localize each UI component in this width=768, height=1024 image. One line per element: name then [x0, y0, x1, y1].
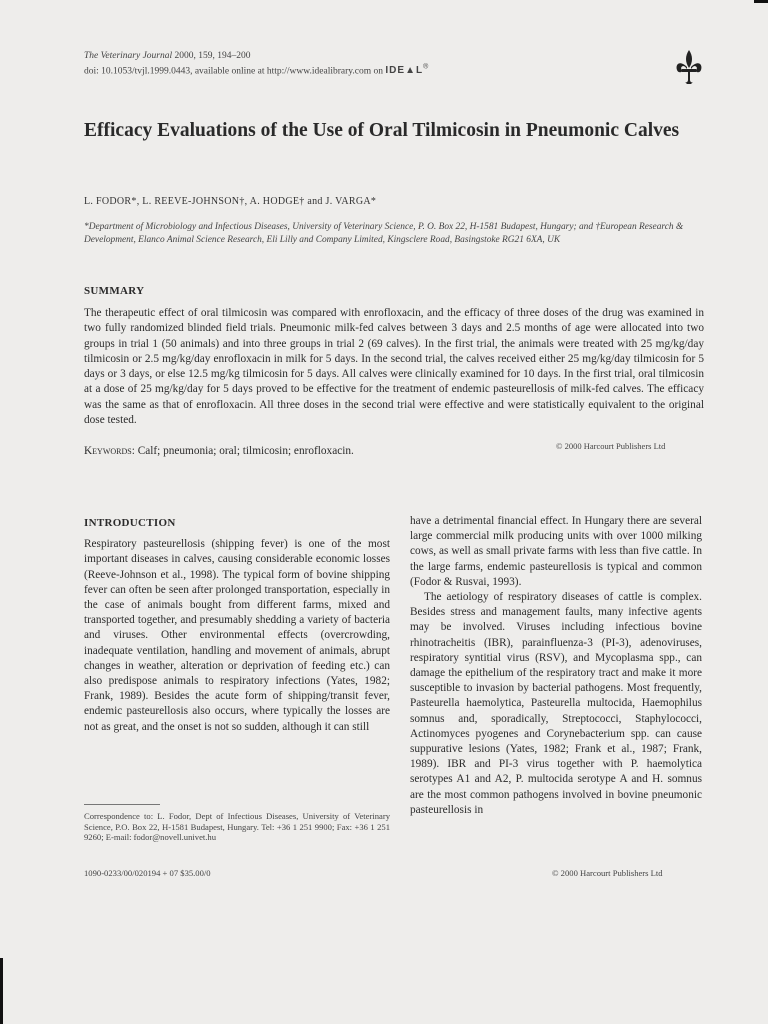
footer-copyright: © 2000 Harcourt Publishers Ltd	[552, 868, 663, 878]
keywords-label: Keywords:	[84, 445, 135, 457]
journal-reference	[84, 50, 429, 77]
summary-heading: SUMMARY	[84, 285, 145, 297]
doi-line: doi: 10.1053/tvjl.1999.0443, available online at http://www.idealibrary.com on	[84, 66, 384, 77]
ideal-logo: IDE▲L®	[385, 64, 430, 77]
keywords-list: Calf; pneumonia; oral; tilmicosin; enrofloxacin.	[137, 445, 354, 457]
footnote-divider	[84, 804, 160, 805]
right-column	[410, 514, 702, 818]
summary-copyright: © 2000 Harcourt Publishers Ltd	[556, 441, 666, 451]
correspondence-footnote: Correspondence to: L. Fodor, Dept of Infectious Diseases, University of Veterinary Science, P.O. Box 22, H-1581 Budapest, Hungary. Tel: +36 1 251 9900; Fax: +36 1 251 9260; E-mail: fodor@novell.univet.hu	[84, 811, 390, 843]
article-title: Efficacy Evaluations of the Use of Oral Tilmicosin in Pneumonic Calves	[84, 120, 680, 141]
summary-text: The therapeutic effect of oral tilmicosin was compared with enrofloxacin, and the efficacy of three doses of the drug was examined in two fully randomized blinded field trials. Pneumonic milk-fed calves between 3 days and 2.5 months of age were allocated into two groups in trial 1 (50 animals) and into three groups in trial 2 (69 calves). In the first trial, the animals were treated with 25 mg/kg/day tilmicosin or 2.5 mg/kg/day enrofloxacin in milk for 5 days. In the second trial, the calves received either 25 mg/kg/day tilmicosin for 5 days or 3 days, or else 12.5 mg/kg tilmicosin for 5 days. All calves were clinically examined for 10 days. In the first trial, oral tilmicosin at a dose of 25 mg/kg/day for 5 days proved to be effective for the treatment of endemic pasteurellosis of milk-fed calves. The efficacy was the same as that of enrofloxacin. All three doses in the second trial were effective and were statistically equivalent to the original dose tested.	[84, 307, 704, 427]
introduction-paragraph-1: Respiratory pasteurellosis (shipping fever) is one of the most important diseases in calves, causing considerable economic losses (Reeve-Johnson et al., 1998). The typical form of bovine shipping fever can often be seen after prolonged transportation, especially in the case of animals bought from different farms, mixed and transported together, and presumably shedding a variety of bacteria and viruses. Other environmental effects (overcrowding, inadequate ventilation, handling and movement of animals, abrupt changes in weather, alteration or deprivation of feeding etc.) can also predispose animals to respiratory infections (Yates, 1982; Frank, 1989). Besides the acute form of shipping/transit fever, endemic pasteurellosis also occurs, where typically the losses are not as great, and the onset is not so sudden, although it can still	[84, 538, 390, 733]
fleur-de-lis-icon	[674, 48, 704, 86]
scan-corner-mark	[754, 0, 768, 3]
author-list: L. FODOR*, L. REEVE-JOHNSON†, A. HODGE† and J. VARGA*	[84, 196, 377, 207]
journal-name: The Veterinary Journal	[84, 51, 173, 61]
introduction-paragraph-2: The aetiology of respiratory diseases of cattle is complex. Besides stress and management faults, many infective agents may be involved. Viruses including infectious bovine rhinotracheitis (IBR), parainfluenza-3 (PI-3), adenoviruses, respiratory syntitial virus (RSV), and Mycoplasma spp., can damage the epithelium of the respiratory tract and make it more susceptible to invasion by bacterial pathogens. Most frequently, Pasteurella haemolytica, Pasteurella multocida, Haemophilus somnus and, sporadically, Streptococci, Staphylococci, Actinomyces pyogenes and Corynebacterium spp. can cause suppurative lesions (Yates, 1982; Frank et al., 1987; Frank, 1989). IBR and PI-3 virus together with P. haemolytica serotypes A1 and A2, P. multocida serotype A and H. somnus are the most common pathogens involved in bovine pneumonic pasteurellosis in	[410, 591, 702, 816]
introduction-paragraph-continued: have a detrimental financial effect. In Hungary there are several large commercial milk producing units with over 1000 milking cows, as well as small private farms with less than five cattle. In the large farms, endemic pasteurellosis is typical and common (Fodor & Rusvai, 1993).	[410, 515, 702, 588]
issn-code: 1090-0233/00/020194 + 07 $35.00/0	[84, 868, 211, 878]
keywords-line	[84, 445, 354, 457]
journal-citation: 2000, 159, 194–200	[174, 51, 251, 61]
author-affiliations: *Department of Microbiology and Infectious Diseases, University of Veterinary Science, P. O. Box 22, H-1581 Budapest, Hungary; and †European Research & Development, Elanco Animal Science Research, Eli Lilly and Company Limited, Kingsclere Road, Basingstoke RG21 6XA, UK	[84, 222, 684, 245]
left-column	[84, 516, 390, 735]
scan-edge-mark	[0, 958, 3, 1024]
introduction-heading: INTRODUCTION	[84, 517, 176, 529]
